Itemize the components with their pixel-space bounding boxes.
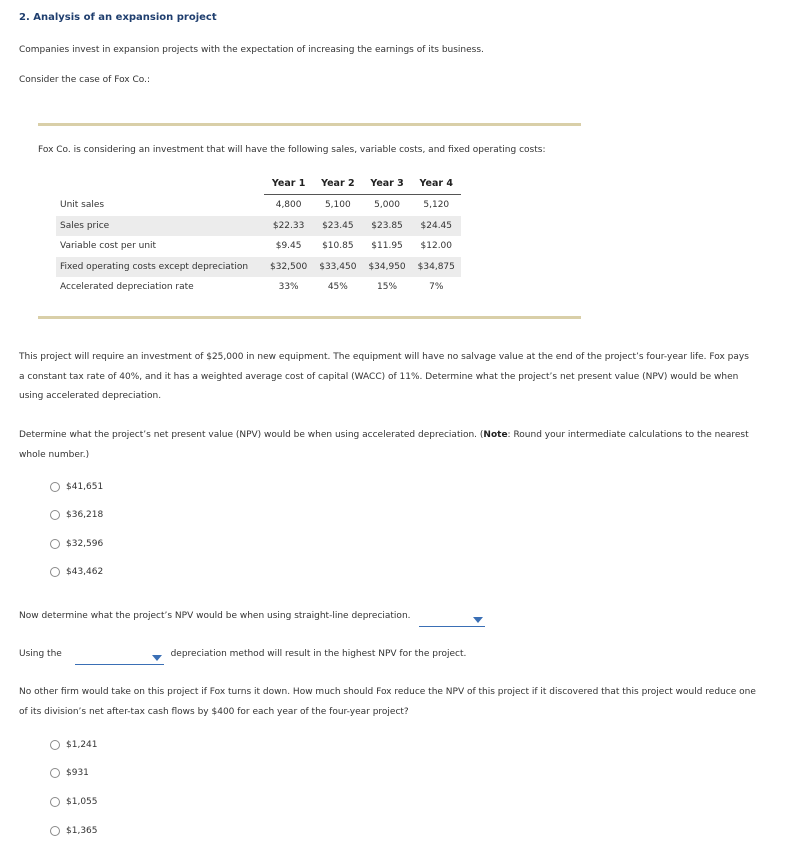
option-label: $36,218 (66, 510, 104, 520)
cell: $34,875 (412, 257, 461, 278)
q1-option-3[interactable] (50, 539, 103, 549)
bottom-divider (38, 316, 581, 319)
option-label: $43,462 (66, 567, 104, 577)
table-intro-text: Fox Co. is considering an investment that will have the following sales, variable costs, and fixed operating costs: (38, 145, 546, 155)
q3-suffix: depreciation method will result in the highest NPV for the project. (170, 649, 467, 659)
cell: $12.00 (420, 241, 453, 252)
q4-option-4[interactable] (50, 826, 98, 836)
question-4-text: No other firm would take on this project if Fox turns it down. How much should Fox reduce the NPV of this project if it discovered that this project would reduce one of its division’s net after-tax cash flows by $400 for each year of the four-year project? (19, 687, 756, 717)
cell: $34,950 (362, 257, 411, 278)
cell: $22.33 (264, 216, 313, 237)
question-3-row (19, 645, 466, 665)
option-label: $931 (66, 768, 89, 778)
cell: $11.95 (371, 241, 403, 252)
cell: $23.85 (362, 216, 411, 237)
npv-straight-line-dropdown[interactable] (419, 614, 485, 627)
q1-option-1[interactable] (50, 482, 103, 492)
cell: 4,800 (275, 200, 302, 211)
radio-button[interactable] (50, 482, 60, 492)
cell: $24.45 (412, 216, 461, 237)
radio-button[interactable] (50, 826, 60, 836)
cell: $32,500 (264, 257, 313, 278)
cell: 5,120 (423, 200, 450, 211)
table-header-row (56, 175, 461, 195)
section-title: 2. Analysis of an expansion project (19, 12, 217, 23)
radio-button[interactable] (50, 567, 60, 577)
cell: 5,000 (374, 200, 400, 211)
cell: $10.85 (322, 241, 354, 252)
header-year-4: Year 4 (412, 175, 461, 195)
depreciation-method-dropdown[interactable] (75, 652, 164, 665)
cell: 45% (327, 282, 348, 293)
radio-button[interactable] (50, 510, 60, 520)
row-label: Unit sales (60, 200, 105, 210)
table-row (56, 216, 461, 237)
q1-note-label: Note (483, 430, 508, 440)
radio-button[interactable] (50, 797, 60, 807)
cost-table (56, 175, 461, 298)
q1-option-2[interactable] (50, 510, 103, 520)
radio-button[interactable] (50, 740, 60, 750)
row-label: Accelerated depreciation rate (60, 282, 194, 293)
row-label: Fixed operating costs except depreciation (56, 257, 264, 278)
cell: $9.45 (275, 241, 302, 252)
row-label: Variable cost per unit (60, 241, 157, 252)
header-year-3: Year 3 (362, 175, 411, 195)
chevron-down-icon (152, 655, 162, 661)
q1-text-part-a: Determine what the project’s net present value (NPV) would be when using accelerated depreciation. ( (19, 430, 484, 440)
question-2-row (19, 607, 485, 627)
cell: $33,450 (313, 257, 362, 278)
cell: 15% (377, 282, 398, 293)
table-row (56, 195, 461, 216)
option-label: $41,651 (66, 482, 104, 492)
table-row (56, 257, 461, 278)
row-label: Sales price (56, 216, 264, 237)
q4-option-3[interactable] (50, 797, 98, 807)
option-label: $1,055 (66, 797, 98, 807)
q2-text: Now determine what the project’s NPV would be when using straight-line depreciation. (19, 611, 411, 621)
header-year-1: Year 1 (264, 175, 313, 195)
consider-text: Consider the case of Fox Co.: (19, 75, 151, 85)
top-divider (38, 123, 581, 126)
option-label: $1,241 (66, 740, 98, 750)
table-row (56, 236, 461, 257)
radio-button[interactable] (50, 539, 60, 549)
table-row (56, 277, 461, 298)
cell: 7% (429, 282, 444, 293)
radio-button[interactable] (50, 768, 60, 778)
q3-prefix: Using the (19, 649, 62, 659)
header-blank (56, 175, 264, 195)
project-description: This project will require an investment of $25,000 in new equipment. The equipment will have no salvage value at the end of the project’s four-year life. Fox pays a constant tax rate of 40%, and it has a weighted average cost of capital (WACC) of 11%. Determine what the project’s net present value (NPV) would be when using accelerated depreciation. (19, 352, 749, 401)
q1-text-part-b: : Round your intermediate calculations to the nearest whole number.) (19, 430, 749, 460)
header-year-2: Year 2 (313, 175, 362, 195)
cell: $23.45 (313, 216, 362, 237)
intro-text: Companies invest in expansion projects with the expectation of increasing the earnings of its business. (19, 45, 484, 55)
q4-option-2[interactable] (50, 768, 89, 778)
option-label: $32,596 (66, 539, 104, 549)
q1-option-4[interactable] (50, 567, 103, 577)
option-label: $1,365 (66, 826, 98, 836)
cell: 33% (278, 282, 299, 293)
q4-option-1[interactable] (50, 740, 98, 750)
question-1-text (19, 426, 759, 465)
cell: 5,100 (324, 200, 351, 211)
chevron-down-icon (473, 617, 483, 623)
